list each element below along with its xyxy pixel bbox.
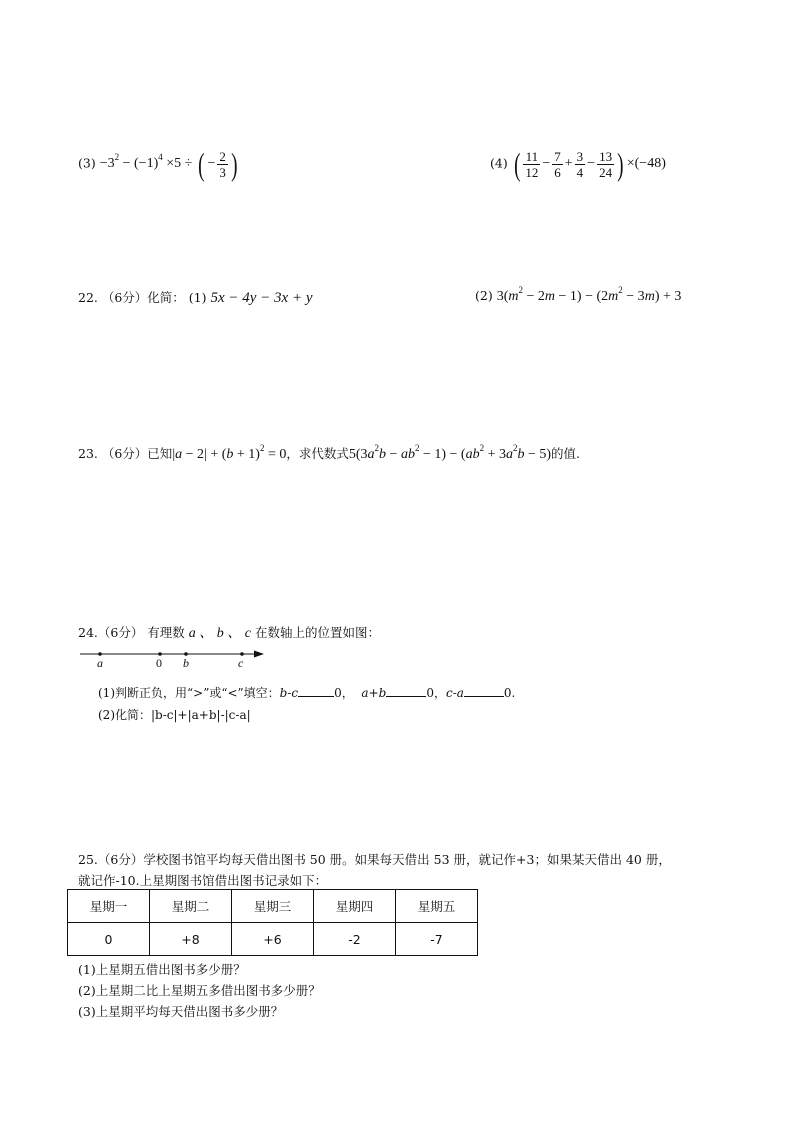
axis-label-c: c: [238, 656, 244, 670]
table-cell: +6: [232, 923, 314, 956]
borrow-record-table: [67, 889, 478, 956]
q23-condition: $|a - 2| + (b + 1)^2 = 0$: [172, 443, 287, 462]
number-line-arrow: [254, 651, 264, 658]
q24-tail: 在数轴上的位置如图：: [255, 625, 381, 640]
number-line: [78, 646, 278, 670]
blank-1[interactable]: [298, 684, 334, 697]
blank-2[interactable]: [386, 684, 426, 697]
q22-part1-label: (1): [188, 290, 207, 305]
q22-part2-label: (2): [475, 288, 493, 303]
q21-part4-label: (4): [490, 155, 508, 171]
q25-question-3: (3)上星期平均每天借出图书多少册？: [78, 1004, 284, 1019]
q24-a-plus-b: a+b: [361, 686, 387, 700]
table-row: [68, 923, 478, 956]
q24-vars: a 、 b 、 c: [188, 626, 252, 641]
q23-middle: ，求代数式: [286, 446, 349, 461]
q21-part4: (4) ( $\frac{11}{12}$ − $\frac{7}{6}$ + $\frac{3}{4}$ − $\frac{13}{24}$ ) ×(−48): [490, 146, 666, 182]
table-cell: 0: [68, 923, 150, 956]
q25-question-1: (1)上星期五借出图书多少册？: [78, 962, 246, 977]
q25-line2: 就记作-10.上星期图书馆借出图书记录如下：: [78, 873, 328, 888]
table-header-row: [68, 890, 478, 923]
q23-tail: 的值.: [551, 446, 581, 461]
table-header-cell: 星期三: [232, 890, 314, 923]
axis-label-zero: 0: [156, 656, 162, 670]
q21-part3: $(3) -3^2 - (-1)^4 \times 5$ ÷ ( − $\frac{2}{3}$ ): [78, 146, 238, 182]
table-header-cell: 星期四: [314, 890, 396, 923]
q24-part1-lead: (1)判断正负，用“>”或“<”填空：: [98, 686, 280, 700]
table-cell: +8: [150, 923, 232, 956]
q24-b-minus-c: b-c: [279, 686, 299, 700]
axis-label-b: b: [183, 656, 189, 670]
table-cell: -2: [314, 923, 396, 956]
q25-line1: 25.（6分）学校图书馆平均每天借出图书 50 册。如果每天借出 53 册，就记作+3；如果某天借出 40 册，: [78, 852, 671, 867]
q24-c-minus-a: c-a: [445, 686, 464, 700]
q21-part3-label: (3): [78, 155, 96, 171]
q22-part2-expression: $3(m^2 - 2m - 1) - (2m^2 - 3m) + 3$: [496, 285, 682, 304]
table-header-cell: 星期一: [68, 890, 150, 923]
axis-label-a: a: [97, 656, 103, 670]
table-header-cell: 星期五: [396, 890, 478, 923]
q23-line: [78, 444, 580, 463]
q23-lead: 23. （6分）已知: [78, 446, 173, 461]
q22-part1-expression: 5x − 4y − 3x + y: [210, 290, 313, 306]
table-cell: -7: [396, 923, 478, 956]
q21-part3-expression: $-3^2 - (-1)^4 \times 5$ ÷: [99, 152, 196, 171]
blank-3[interactable]: [464, 684, 504, 697]
q22-line: [78, 288, 313, 307]
table-header-cell: 星期二: [150, 890, 232, 923]
q24-lead: 24.（6分） 有理数: [78, 625, 185, 640]
q22-lead: 22. （6分）化简：: [78, 290, 185, 305]
q23-expression: $5(3a^2b - ab^2 - 1) - (ab^2 + 3a^2b - 5)$: [348, 443, 552, 462]
q24-part1: (1)判断正负，用“>”或“<”填空：b-c 0， a+b 0，c-a 0.: [98, 686, 516, 700]
q24-line: [78, 622, 380, 642]
q22-part2: [475, 285, 682, 305]
q25-question-2: (2)上星期二比上星期五多借出图书多少册？: [78, 983, 321, 998]
q24-part2: (2)化简：|b-c|+|a+b|-|c-a|: [98, 708, 251, 722]
